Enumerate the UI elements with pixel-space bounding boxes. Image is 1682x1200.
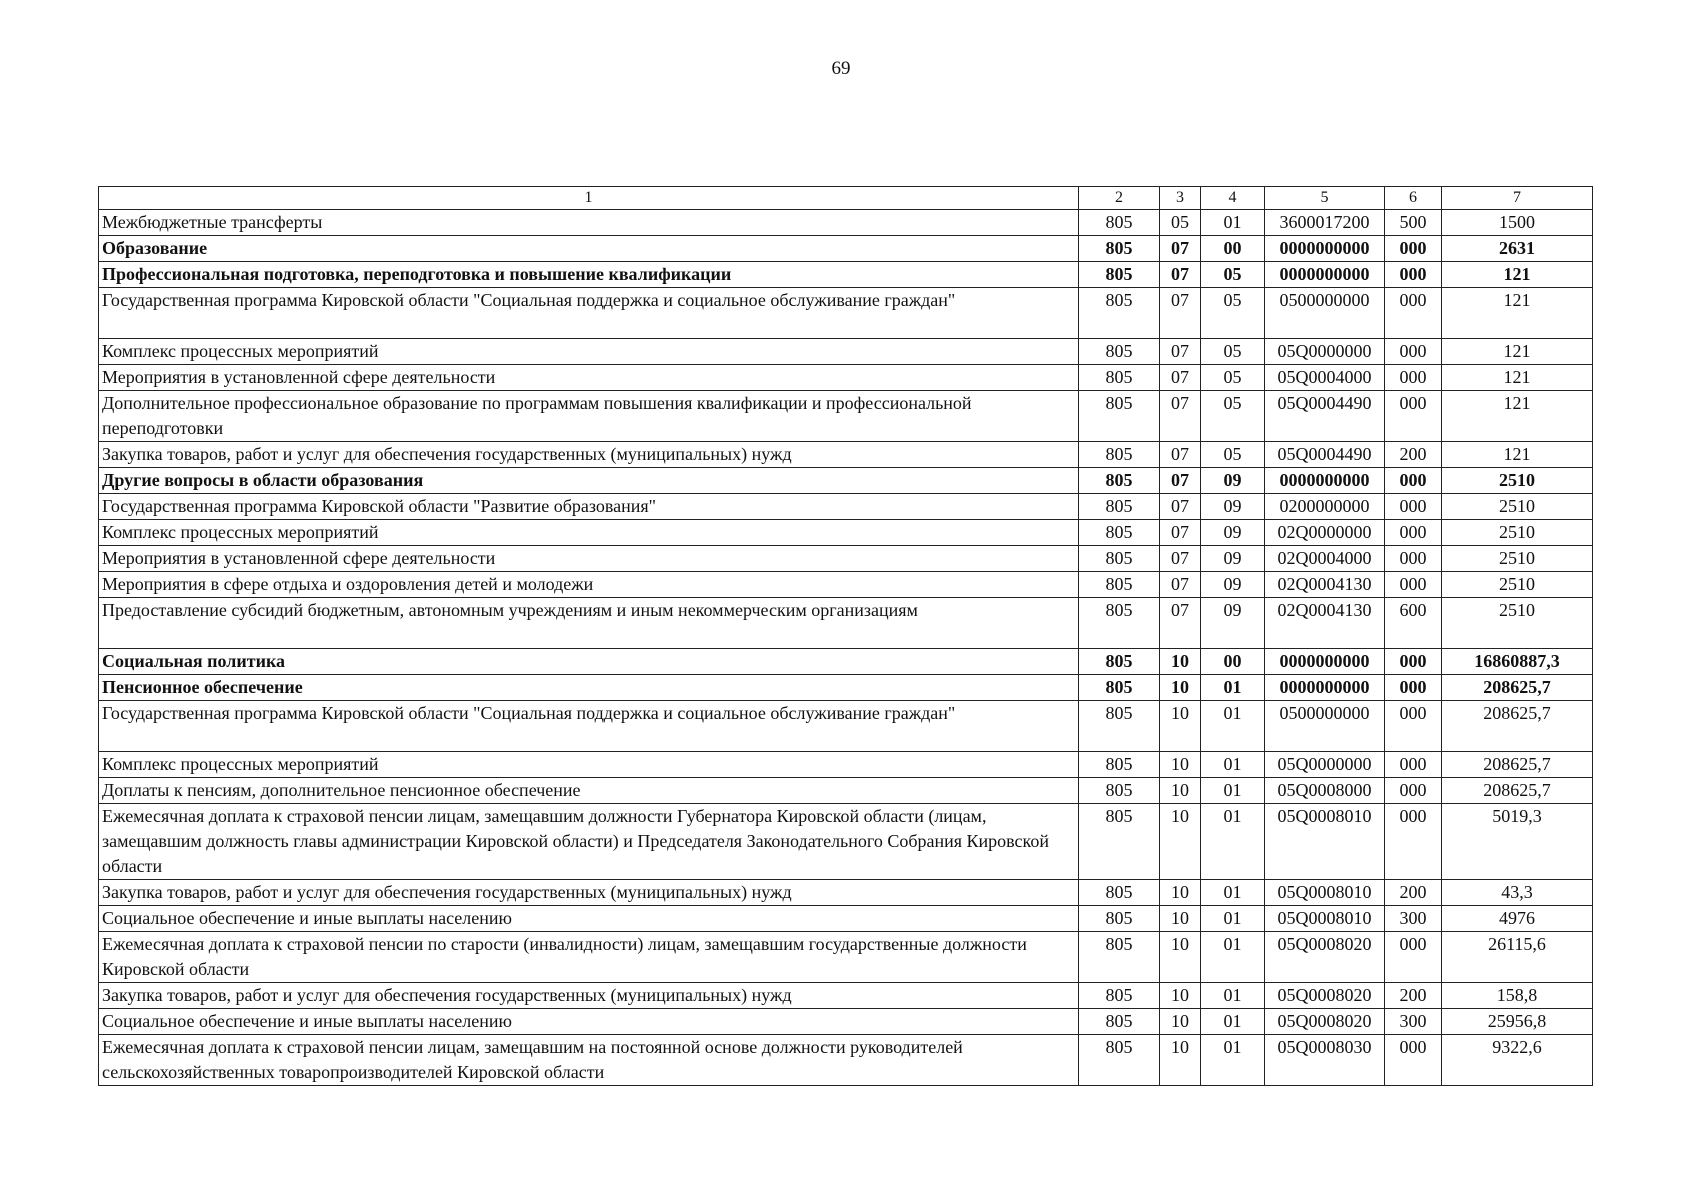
code-cell: 805 [1079,752,1160,778]
expense-type-cell: 000 [1385,520,1442,546]
table-row [99,983,1593,1009]
section-cell: 10 [1160,932,1201,983]
code-cell: 805 [1079,339,1160,365]
row-name-cell: Мероприятия в сфере отдыха и оздоровления детей и молодежи [99,572,1079,598]
amount-cell: 26115,6 [1442,932,1593,983]
target-article-cell: 0500000000 [1265,701,1385,752]
row-name-cell: Мероприятия в установленной сфере деятельности [99,546,1079,572]
section-cell: 07 [1160,520,1201,546]
row-name-cell: Закупка товаров, работ и услуг для обеспечения государственных (муниципальных) нужд [99,983,1079,1009]
amount-cell: 2510 [1442,572,1593,598]
row-name-cell: Предоставление субсидий бюджетным, автономным учреждениям и иным некоммерческим организациям [99,598,1079,649]
row-name-cell: Другие вопросы в области образования [99,468,1079,494]
amount-cell: 25956,8 [1442,1009,1593,1035]
amount-cell: 208625,7 [1442,701,1593,752]
amount-cell: 2631 [1442,236,1593,262]
section-cell: 07 [1160,391,1201,442]
table-row [99,288,1593,339]
expense-type-cell: 000 [1385,391,1442,442]
target-article-cell: 05Q0004490 [1265,442,1385,468]
code-cell: 805 [1079,983,1160,1009]
row-name-cell: Ежемесячная доплата к страховой пенсии лицам, замещавшим должности Губернатора Кировской области (лицам, замещавшим должность главы администрации Кировской области) и Председателя Законодательного Собрания Кировской области [99,804,1079,880]
subsection-cell: 01 [1201,1009,1265,1035]
row-name-cell: Закупка товаров, работ и услуг для обеспечения государственных (муниципальных) нужд [99,880,1079,906]
subsection-cell: 01 [1201,752,1265,778]
code-cell: 805 [1079,701,1160,752]
row-name-cell: Пенсионное обеспечение [99,675,1079,701]
amount-cell: 121 [1442,262,1593,288]
subsection-cell: 01 [1201,906,1265,932]
table-row [99,1035,1593,1086]
subsection-cell: 01 [1201,675,1265,701]
target-article-cell: 0000000000 [1265,675,1385,701]
amount-cell: 2510 [1442,520,1593,546]
code-cell: 805 [1079,932,1160,983]
table-body [99,210,1593,1086]
subsection-cell: 09 [1201,468,1265,494]
table-row [99,649,1593,675]
section-cell: 10 [1160,906,1201,932]
section-cell: 10 [1160,983,1201,1009]
section-cell: 07 [1160,365,1201,391]
section-cell: 07 [1160,442,1201,468]
expense-type-cell: 600 [1385,598,1442,649]
target-article-cell: 0000000000 [1265,649,1385,675]
target-article-cell: 02Q0004130 [1265,572,1385,598]
target-article-cell: 05Q0004000 [1265,365,1385,391]
target-article-cell: 0000000000 [1265,262,1385,288]
target-article-cell: 05Q0000000 [1265,752,1385,778]
target-article-cell: 02Q0000000 [1265,520,1385,546]
target-article-cell: 05Q0008010 [1265,906,1385,932]
section-cell: 07 [1160,468,1201,494]
section-cell: 10 [1160,778,1201,804]
section-cell: 07 [1160,572,1201,598]
column-header: 2 [1079,187,1160,210]
table-header-row [99,187,1593,210]
table-row [99,546,1593,572]
table-row [99,365,1593,391]
expense-type-cell: 000 [1385,932,1442,983]
expense-type-cell: 000 [1385,339,1442,365]
table-row [99,675,1593,701]
target-article-cell: 05Q0004490 [1265,391,1385,442]
table-row [99,752,1593,778]
expense-type-cell: 000 [1385,262,1442,288]
target-article-cell: 05Q0000000 [1265,339,1385,365]
section-cell: 07 [1160,236,1201,262]
expense-type-cell: 200 [1385,880,1442,906]
subsection-cell: 05 [1201,442,1265,468]
expense-type-cell: 000 [1385,649,1442,675]
code-cell: 805 [1079,442,1160,468]
row-name-cell: Дополнительное профессиональное образование по программам повышения квалификации и профессиональной переподготовки [99,391,1079,442]
code-cell: 805 [1079,649,1160,675]
column-header: 5 [1265,187,1385,210]
table-row [99,262,1593,288]
code-cell: 805 [1079,880,1160,906]
row-name-cell: Комплекс процессных мероприятий [99,339,1079,365]
column-header: 3 [1160,187,1201,210]
code-cell: 805 [1079,494,1160,520]
amount-cell: 121 [1442,442,1593,468]
table-row [99,906,1593,932]
column-header: 4 [1201,187,1265,210]
section-cell: 10 [1160,1035,1201,1086]
code-cell: 805 [1079,468,1160,494]
subsection-cell: 01 [1201,778,1265,804]
amount-cell: 2510 [1442,546,1593,572]
subsection-cell: 01 [1201,880,1265,906]
row-name-cell: Комплекс процессных мероприятий [99,752,1079,778]
amount-cell: 4976 [1442,906,1593,932]
amount-cell: 2510 [1442,494,1593,520]
amount-cell: 1500 [1442,210,1593,236]
subsection-cell: 01 [1201,983,1265,1009]
table-row [99,598,1593,649]
row-name-cell: Государственная программа Кировской области "Социальная поддержка и социальное обслуживание граждан" [99,288,1079,339]
subsection-cell: 09 [1201,598,1265,649]
target-article-cell: 02Q0004000 [1265,546,1385,572]
amount-cell: 5019,3 [1442,804,1593,880]
row-name-cell: Мероприятия в установленной сфере деятельности [99,365,1079,391]
amount-cell: 121 [1442,339,1593,365]
expense-type-cell: 000 [1385,468,1442,494]
row-name-cell: Ежемесячная доплата к страховой пенсии по старости (инвалидности) лицам, замещавшим государственные должности Кировской области [99,932,1079,983]
target-article-cell: 0000000000 [1265,236,1385,262]
table-row [99,236,1593,262]
expense-type-cell: 300 [1385,906,1442,932]
page-number: 69 [831,58,851,79]
subsection-cell: 05 [1201,339,1265,365]
code-cell: 805 [1079,906,1160,932]
row-name-cell: Государственная программа Кировской области "Социальная поддержка и социальное обслуживание граждан" [99,701,1079,752]
expense-type-cell: 000 [1385,675,1442,701]
section-cell: 05 [1160,210,1201,236]
subsection-cell: 00 [1201,236,1265,262]
code-cell: 805 [1079,236,1160,262]
row-name-cell: Образование [99,236,1079,262]
target-article-cell: 05Q0008010 [1265,880,1385,906]
table-row [99,468,1593,494]
expense-type-cell: 300 [1385,1009,1442,1035]
subsection-cell: 01 [1201,210,1265,236]
amount-cell: 208625,7 [1442,778,1593,804]
subsection-cell: 01 [1201,701,1265,752]
row-name-cell: Профессиональная подготовка, переподготовка и повышение квалификации [99,262,1079,288]
amount-cell: 43,3 [1442,880,1593,906]
amount-cell: 121 [1442,365,1593,391]
section-cell: 10 [1160,752,1201,778]
subsection-cell: 00 [1201,649,1265,675]
target-article-cell: 05Q0008020 [1265,1009,1385,1035]
subsection-cell: 01 [1201,804,1265,880]
target-article-cell: 0000000000 [1265,468,1385,494]
expense-type-cell: 200 [1385,442,1442,468]
target-article-cell: 05Q0008020 [1265,932,1385,983]
target-article-cell: 3600017200 [1265,210,1385,236]
section-cell: 10 [1160,675,1201,701]
row-name-cell: Социальное обеспечение и иные выплаты населению [99,906,1079,932]
code-cell: 805 [1079,288,1160,339]
section-cell: 10 [1160,1009,1201,1035]
target-article-cell: 05Q0008010 [1265,804,1385,880]
code-cell: 805 [1079,520,1160,546]
code-cell: 805 [1079,675,1160,701]
subsection-cell: 01 [1201,932,1265,983]
table-row [99,442,1593,468]
budget-table [98,186,1593,1086]
amount-cell: 2510 [1442,468,1593,494]
subsection-cell: 09 [1201,520,1265,546]
table-row [99,572,1593,598]
amount-cell: 121 [1442,391,1593,442]
amount-cell: 9322,6 [1442,1035,1593,1086]
section-cell: 07 [1160,494,1201,520]
amount-cell: 2510 [1442,598,1593,649]
subsection-cell: 05 [1201,262,1265,288]
subsection-cell: 05 [1201,288,1265,339]
code-cell: 805 [1079,572,1160,598]
table-row [99,701,1593,752]
table-row [99,391,1593,442]
amount-cell: 208625,7 [1442,752,1593,778]
row-name-cell: Государственная программа Кировской области "Развитие образования" [99,494,1079,520]
section-cell: 07 [1160,262,1201,288]
code-cell: 805 [1079,262,1160,288]
column-header: 7 [1442,187,1593,210]
expense-type-cell: 000 [1385,494,1442,520]
expense-type-cell: 000 [1385,365,1442,391]
subsection-cell: 09 [1201,572,1265,598]
expense-type-cell: 000 [1385,546,1442,572]
target-article-cell: 02Q0004130 [1265,598,1385,649]
row-name-cell: Социальная политика [99,649,1079,675]
expense-type-cell: 000 [1385,701,1442,752]
code-cell: 805 [1079,1009,1160,1035]
section-cell: 10 [1160,701,1201,752]
expense-type-cell: 000 [1385,804,1442,880]
table-row [99,778,1593,804]
section-cell: 07 [1160,339,1201,365]
table-row [99,494,1593,520]
subsection-cell: 05 [1201,365,1265,391]
row-name-cell: Комплекс процессных мероприятий [99,520,1079,546]
expense-type-cell: 500 [1385,210,1442,236]
target-article-cell: 0500000000 [1265,288,1385,339]
expense-type-cell: 000 [1385,1035,1442,1086]
table-row [99,339,1593,365]
row-name-cell: Доплаты к пенсиям, дополнительное пенсионное обеспечение [99,778,1079,804]
code-cell: 805 [1079,1035,1160,1086]
expense-type-cell: 000 [1385,752,1442,778]
expense-type-cell: 000 [1385,572,1442,598]
code-cell: 805 [1079,778,1160,804]
section-cell: 10 [1160,880,1201,906]
target-article-cell: 0200000000 [1265,494,1385,520]
code-cell: 805 [1079,210,1160,236]
target-article-cell: 05Q0008030 [1265,1035,1385,1086]
amount-cell: 121 [1442,288,1593,339]
row-name-cell: Социальное обеспечение и иные выплаты населению [99,1009,1079,1035]
amount-cell: 16860887,3 [1442,649,1593,675]
row-name-cell: Межбюджетные трансферты [99,210,1079,236]
expense-type-cell: 000 [1385,236,1442,262]
code-cell: 805 [1079,804,1160,880]
row-name-cell: Закупка товаров, работ и услуг для обеспечения государственных (муниципальных) нужд [99,442,1079,468]
table-row [99,804,1593,880]
expense-type-cell: 000 [1385,288,1442,339]
section-cell: 07 [1160,598,1201,649]
table-row [99,210,1593,236]
code-cell: 805 [1079,598,1160,649]
subsection-cell: 09 [1201,494,1265,520]
subsection-cell: 09 [1201,546,1265,572]
table-row [99,520,1593,546]
table-row [99,880,1593,906]
table-row [99,1009,1593,1035]
row-name-cell: Ежемесячная доплата к страховой пенсии лицам, замещавшим на постоянной основе должности руководителей сельскохозяйственных товаропроизводителей Кировской области [99,1035,1079,1086]
target-article-cell: 05Q0008000 [1265,778,1385,804]
column-header: 1 [99,187,1079,210]
expense-type-cell: 200 [1385,983,1442,1009]
target-article-cell: 05Q0008020 [1265,983,1385,1009]
amount-cell: 158,8 [1442,983,1593,1009]
section-cell: 10 [1160,649,1201,675]
code-cell: 805 [1079,391,1160,442]
code-cell: 805 [1079,365,1160,391]
code-cell: 805 [1079,546,1160,572]
amount-cell: 208625,7 [1442,675,1593,701]
section-cell: 07 [1160,288,1201,339]
section-cell: 10 [1160,804,1201,880]
column-header: 6 [1385,187,1442,210]
subsection-cell: 01 [1201,1035,1265,1086]
expense-type-cell: 000 [1385,778,1442,804]
subsection-cell: 05 [1201,391,1265,442]
table-row [99,932,1593,983]
section-cell: 07 [1160,546,1201,572]
